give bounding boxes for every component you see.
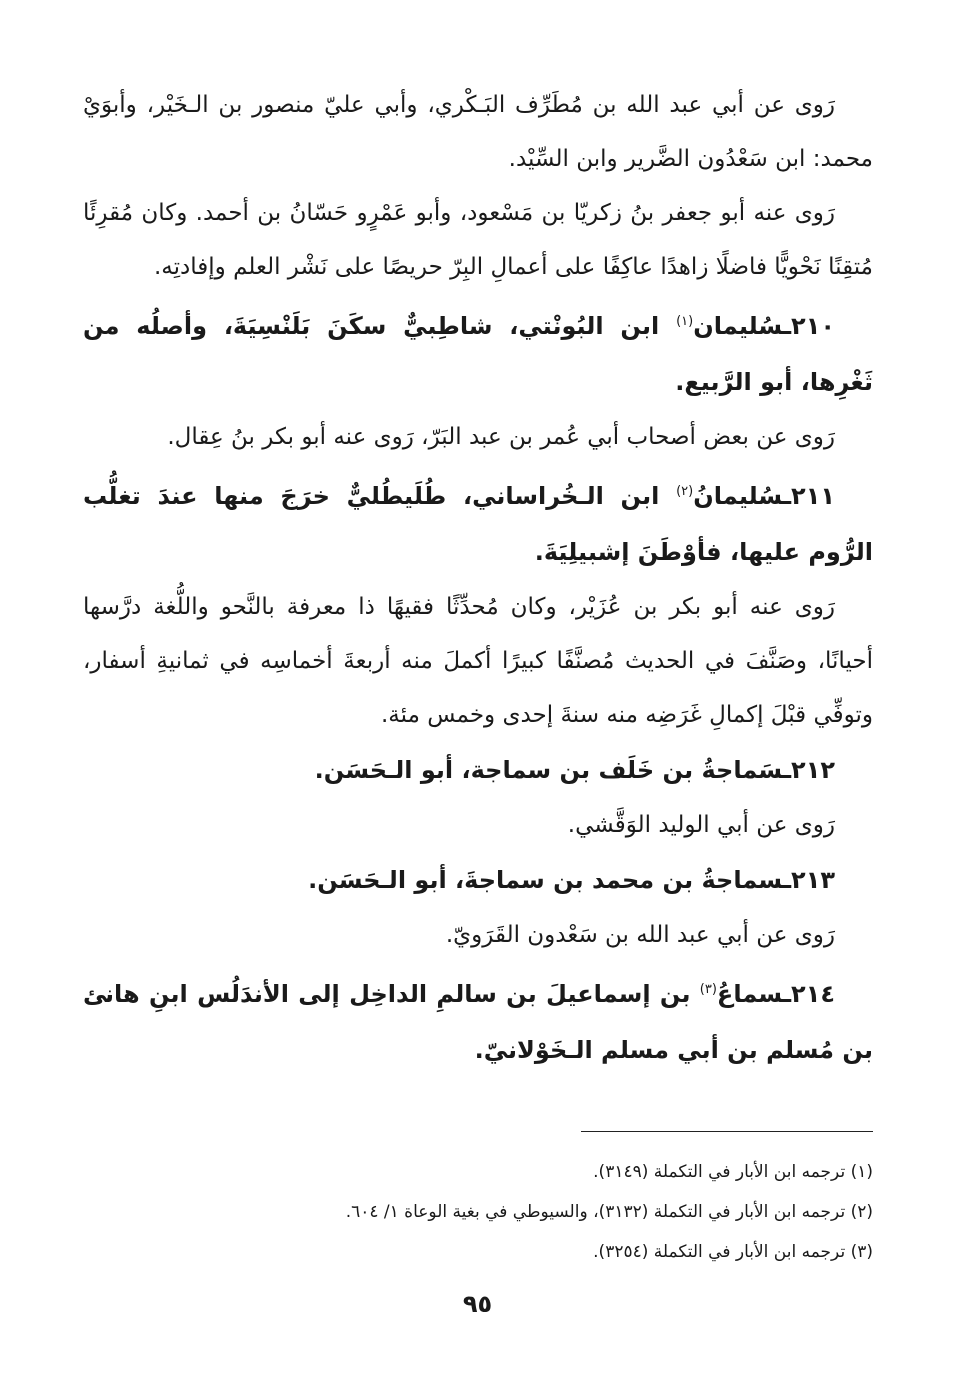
footnote-reference: (٢) [676, 484, 694, 499]
page-number: ٩٥ [462, 1290, 493, 1318]
paragraph-text: رَوى عنه أبو بكر بن عُزَيْر، وكان مُحدِّثًا فقيهًا ذا معرفة بالنَّحو واللُّغة درَّسها أحيانًا، وصَنَّفَ في الحديث مُصنَّفًا كبيرًا أكملَ منه أربعةَ أخماسِه في ثمانيةِ أسفار، وتوفِّي قبْلَ إكمالِ غَرَضِه منه سنةَ إحدى وخمس مئة. [83, 594, 873, 728]
biography-entry-211 [83, 464, 873, 580]
entry-number: ٢١٤ـ [782, 980, 835, 1008]
footnote-reference: (١) [676, 314, 694, 329]
entry-text: سَماجةُ بن خَلَف بن سماجة، أبو الـحَسَن. [314, 756, 783, 784]
paragraph-text: رَوى عن بعض أصحاب أبي عُمر بن عبد البَرّ، رَوى عنه أبو بكر بنُ عِقال. [167, 424, 835, 450]
entry-name: سُليمانُ [693, 482, 783, 510]
entry-text: سماجةُ بن محمد بن سماجةَ، أبو الـحَسَن. [308, 866, 783, 894]
entry-text: ابن البُونْتي، شاطِبيٌّ سكَنَ بَلَنْسِيَةَ، وأصلُه من ثَغْرِها، أبو الرَّبيع. [83, 312, 873, 396]
paragraph-narration [83, 186, 873, 294]
paragraph-text: رَوى عن أبي عبد الله بن سَعْدون القَرَويّ. [445, 922, 835, 948]
footnote-2: (٢) ترجمه ابن الأبار في التكملة (٣١٣٢)، والسيوطي في بغية الوعاة ١/ ٦٠٤. [345, 1202, 873, 1222]
biography-entry-213 [83, 852, 873, 908]
footnote-reference: (٣) [699, 982, 717, 997]
paragraph-text: رَوى عنه أبو جعفر بنُ زكريّا بن مَسْعود، وأبو عَمْرٍو حَسّانُ بن أحمد. وكان مُقرِئًا مُتقِنًا نَحْويًّا فاضلًا زاهدًا عاكِفًا على أعمالِ البِرّ حريصًا على نَشْر العلم وإفادتِه. [83, 200, 873, 280]
entry-text: بن إسماعيلَ بن سالمِ الداخِل إلى الأندَلُس ابنِ هانئ بن مُسلم بن أبي مسلم الـخَوْلانيّ. [83, 980, 873, 1064]
paragraph-narration [83, 410, 873, 464]
paragraph-narration [83, 580, 873, 742]
biography-entry-212 [83, 742, 873, 798]
biography-entry-214 [83, 962, 873, 1078]
paragraph-narration [83, 908, 873, 962]
main-text [83, 78, 873, 1078]
entry-text: ابن الـخُراساني، طُلَيطُليٌّ خرَجَ منها عندَ تغلُّب الرُّوم عليها، فأوْطَنَ إشبيلِيَةَ. [83, 482, 873, 566]
entry-number: ٢١٣ـ [782, 866, 835, 894]
biography-entry-210 [83, 294, 873, 410]
entry-number: ٢١٠ـ [782, 312, 835, 340]
paragraph-narration [83, 798, 873, 852]
entry-name: سُليمان [693, 312, 783, 340]
footnote-3: (٣) ترجمه ابن الأبار في التكملة (٣٢٥٤). [593, 1242, 873, 1262]
footnote-1: (١) ترجمه ابن الأبار في التكملة (٣١٤٩). [593, 1162, 873, 1182]
footnote-divider [581, 1131, 873, 1132]
paragraph-text: رَوى عن أبي الوليد الوَقَّشي. [567, 812, 835, 838]
paragraph-text: رَوى عن أبي عبد الله بن مُطَرِّف البَـكْري، وأبي عليّ منصور بن الـخَيْر، وأبوَيْ محمد: ابن سَعْدُون الضَّرير وابن السِّيْد. [83, 92, 873, 172]
entry-name: سماعُ [716, 980, 783, 1008]
entry-number: ٢١١ـ [782, 482, 835, 510]
footnotes-section [83, 1152, 873, 1272]
paragraph-narration [83, 78, 873, 186]
entry-number: ٢١٢ـ [782, 756, 835, 784]
